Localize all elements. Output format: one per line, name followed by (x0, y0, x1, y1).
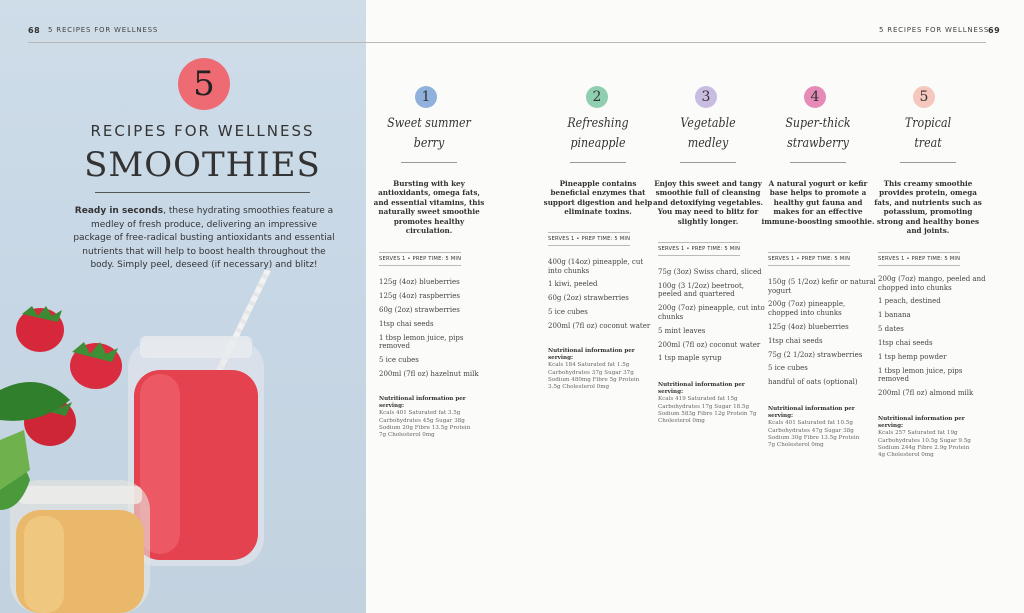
running-head-left: 5 RECIPES FOR WELLNESS (48, 26, 159, 34)
ingredient-item: 1 kiwi, peeled (548, 280, 598, 289)
nutrition-heading: Nutritional information per serving: (548, 348, 635, 362)
ingredient-item: 1tsp chai seeds (379, 319, 434, 328)
ingredient-item: 1 tsp maple syrup (658, 354, 722, 363)
ingredient-list (658, 268, 766, 368)
ingredient-item: 200g (7oz) mango, peeled and chopped into chunks (878, 275, 986, 292)
ingredient-item: handful of oats (optional) (768, 378, 858, 387)
nutrition-values: Kcals 184 Saturated fat 1.5g Carbohydrates 37g Sugar 37g Sodium 480mg Fibre 5g Protein 3.5g Cholesterol 0mg (548, 362, 640, 391)
ingredient-item: 60g (2oz) strawberries (548, 294, 629, 303)
recipe-description: A natural yogurt or kefir base helps to promote a healthy gut fauna and makes for an effective immune-boosting smoothie. (761, 179, 875, 226)
nutrition-info (548, 348, 648, 391)
intro-text: , these hydrating smoothies feature a medley of fresh produce, delivering an impressive package of free-radical busting antioxidants and essential nutrients that will help to boost health throughout the body. Simply peel, deseed (if necessary) and blitz! (73, 206, 335, 270)
recipe-title-rule (401, 162, 457, 163)
recipe-description: Bursting with key antioxidants, omega fats, and essential vitamins, this naturally sweet smoothie promotes healthy circulation. (373, 179, 485, 236)
right-page (366, 0, 1024, 613)
nutrition-info (768, 406, 868, 449)
left-page (0, 0, 366, 613)
ingredient-item: 5 dates (878, 325, 904, 334)
ingredient-item: 400g (14oz) pineapple, cut into chunks (548, 258, 644, 275)
section-kicker: RECIPES FOR WELLNESS (90, 122, 315, 140)
nutrition-heading: Nutritional information per serving: (878, 416, 965, 430)
smoothie-photo (0, 270, 366, 613)
running-head-right: 5 RECIPES FOR WELLNESS (879, 26, 990, 34)
recipe-title: Sweet summer berry (387, 116, 471, 151)
recipe-title-rule (680, 162, 736, 163)
recipe-title-rule (570, 162, 626, 163)
page-number-right: 69 (988, 26, 1001, 35)
recipe-number-badge: 1 (415, 86, 437, 108)
intro-bold: Ready in seconds (74, 206, 164, 216)
recipe-title-rule (900, 162, 956, 163)
nutrition-heading: Nutritional information per serving: (379, 396, 466, 410)
ingredient-item: 150g (5 1/2oz) kefir or natural yogurt (768, 278, 876, 295)
header-rule-left (28, 42, 366, 43)
ingredient-item: 125g (4oz) blueberries (379, 278, 460, 286)
serves-line: SERVES 1 • PREP TIME: 5 MIN (768, 252, 850, 266)
ingredient-item: 75g (2 1/2oz) strawberries (768, 350, 863, 359)
nutrition-info (658, 382, 758, 425)
ingredient-item: 200g (7oz) pineapple, cut into chunks (658, 304, 765, 321)
ingredient-item: 200ml (7fl oz) coconut water (548, 322, 651, 331)
ingredient-item: 1tsp chai seeds (878, 339, 933, 348)
header-rule-right (366, 42, 986, 43)
recipe-description: Pineapple contains beneficial enzymes that support digestion and help eliminate toxins. (543, 179, 653, 217)
big-number-badge: 5 (178, 58, 230, 110)
ingredient-item: 125g (4oz) raspberries (379, 291, 460, 300)
nutrition-info (878, 416, 978, 459)
ingredient-item: 1 peach, destined (878, 297, 941, 306)
ingredient-item: 1 tsp hemp powder (878, 352, 947, 361)
ingredient-item: 5 ice cubes (768, 364, 808, 373)
nutrition-values: Kcals 419 Saturated fat 15g Carbohydrates 17g Sugar 18.5g Sodium 583g Fibre 12g Protein 7g Cholesterol 0mg (658, 396, 757, 425)
ingredient-item: 200ml (7fl oz) almond milk (878, 389, 974, 398)
ingredient-item: 5 mint leaves (658, 326, 706, 335)
serves-line: SERVES 1 • PREP TIME: 5 MIN (379, 252, 461, 266)
serves-line: SERVES 1 • PREP TIME: 5 MIN (548, 232, 630, 246)
recipe-description: This creamy smoothie provides protein, omega fats, and nutrients such as potassium, promoting strong and healthy bones and joints. (874, 179, 982, 236)
ingredient-item: 5 ice cubes (379, 355, 419, 364)
recipe-title-rule (790, 162, 846, 163)
ingredient-list (379, 278, 487, 384)
ingredient-item: 200ml (7fl oz) hazelnut milk (379, 369, 479, 378)
recipe-title: Tropical treat (904, 116, 952, 151)
ingredient-list (878, 275, 986, 403)
serves-line: SERVES 1 • PREP TIME: 5 MIN (878, 252, 960, 266)
recipe-title: Refreshing pineapple (567, 116, 629, 151)
serves-line: SERVES 1 • PREP TIME: 5 MIN (658, 242, 740, 256)
nutrition-values: Kcals 257 Saturated fat 19g Carbohydrates 10.5g Sugar 9.5g Sodium 244g Fibre 2.9g Protein 4g Cholesterol 0mg (878, 430, 971, 459)
page-number-left: 68 (28, 26, 41, 35)
ingredient-item: 200ml (7fl oz) coconut water (658, 340, 761, 349)
ingredient-item: 100g (3 1/2oz) beetroot, peeled and quartered (658, 281, 744, 299)
nutrition-info (379, 396, 479, 439)
recipe-title: Super-thick strawberry (785, 116, 851, 151)
nutrition-values: Kcals 401 Saturated fat 3.5g Carbohydrates 45g Sugar 38g Sodium 20g Fibre 13.5g Protein 7g Cholesterol 0mg (379, 410, 471, 439)
recipe-number-badge: 4 (804, 86, 826, 108)
ingredient-item: 1tsp chai seeds (768, 336, 823, 345)
ingredient-item: 1 tbsp lemon juice, pips removed (878, 366, 963, 384)
nutrition-heading: Nutritional information per serving: (768, 406, 855, 420)
nutrition-heading: Nutritional information per serving: (658, 382, 745, 396)
recipe-number-badge: 3 (695, 86, 717, 108)
ingredient-item: 5 ice cubes (548, 308, 588, 317)
ingredient-item: 1 tbsp lemon juice, pips removed (379, 333, 464, 351)
page-title: SMOOTHIES (84, 145, 321, 185)
title-rule (95, 192, 310, 193)
recipe-number-badge: 5 (913, 86, 935, 108)
nutrition-values: Kcals 401 Saturated fat 10.5g Carbohydrates 47g Sugar 38g Sodium 30g Fibre 13.5g Protein 7g Cholesterol 0mg (768, 420, 860, 449)
recipe-number-badge: 2 (586, 86, 608, 108)
ingredient-item: 75g (3oz) Swiss chard, sliced (658, 268, 762, 276)
ingredient-item: 60g (2oz) strawberries (379, 305, 460, 314)
recipe-title: Vegetable medley (680, 116, 736, 151)
ingredient-list (548, 258, 656, 336)
recipe-description: Enjoy this sweet and tangy smoothie full of cleansing and detoxifying vegetables. You may need to blitz for slightly longer. (652, 179, 764, 226)
intro-paragraph (72, 205, 336, 273)
ingredient-list (768, 278, 876, 392)
ingredient-item: 125g (4oz) blueberries (768, 322, 849, 331)
ingredient-item: 200g (7oz) pineapple, chopped into chunks (768, 300, 846, 317)
ingredient-item: 1 banana (878, 311, 911, 320)
